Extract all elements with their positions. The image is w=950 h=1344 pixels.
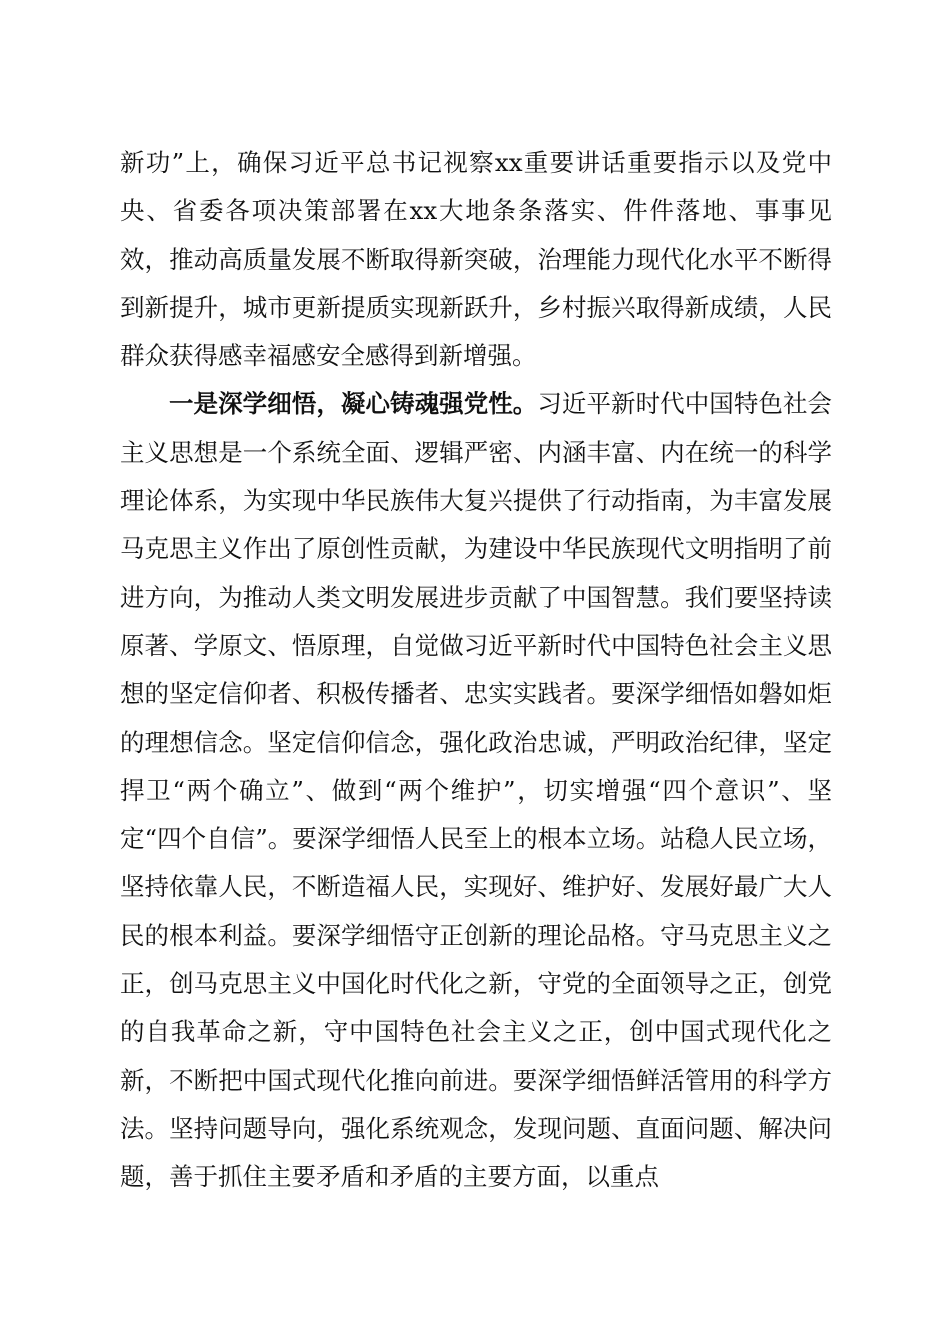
body-text (120, 139, 832, 1202)
paragraph-text: 新功”上，确保习近平总书记视察xx重要讲话重要指示以及党中央、省委各项决策部署在xx大地条条落实、件件落地、事事见效，推动高质量发展不断取得新突破，治理能力现代化水平不断得到新提升，城市更新提质实现新跃升，乡村振兴取得新成绩，人民群众获得感幸福感安全感得到新增强。 (120, 148, 832, 371)
paragraph-lead-heading: 一是深学细悟，凝心铸魂强党性。 (169, 389, 538, 419)
paragraph-text: 习近平新时代中国特色社会主义思想是一个系统全面、逻辑严密、内涵丰富、内在统一的科学理论体系，为实现中华民族伟大复兴提供了行动指南，为丰富发展马克思主义作出了原创性贡献，为建设中华民族现代文明指明了前进方向，为推动人类文明发展进步贡献了中国智慧。我们要坚持读原著、学原文、悟原理，自觉做习近平新时代中国特色社会主义思想的坚定信仰者、积极传播者、忠实实践者。要深学细悟如磐如炬的理想信念。坚定信仰信念，强化政治忠诚，严明政治纪律，坚定捍卫“两个确立”、做到“两个维护”，切实增强“四个意识”、坚定“四个自信”。要深学细悟人民至上的根本立场。站稳人民立场，坚持依靠人民，不断造福人民，实现好、维护好、发展好最广大人民的根本利益。要深学细悟守正创新的理论品格。守马克思主义之正，创马克思主义中国化时代化之新，守党的全面领导之正，创党的自我革命之新，守中国特色社会主义之正，创中国式现代化之新，不断把中国式现代化推向前进。要深学细悟鲜活管用的科学方法。坚持问题导向，强化系统观念，发现问题、直面问题、解决问题，善于抓住主要矛盾和矛盾的主要方面，以重点 (120, 389, 833, 1192)
paragraph-first-point (120, 380, 832, 1201)
paragraph-continuation (120, 139, 832, 380)
